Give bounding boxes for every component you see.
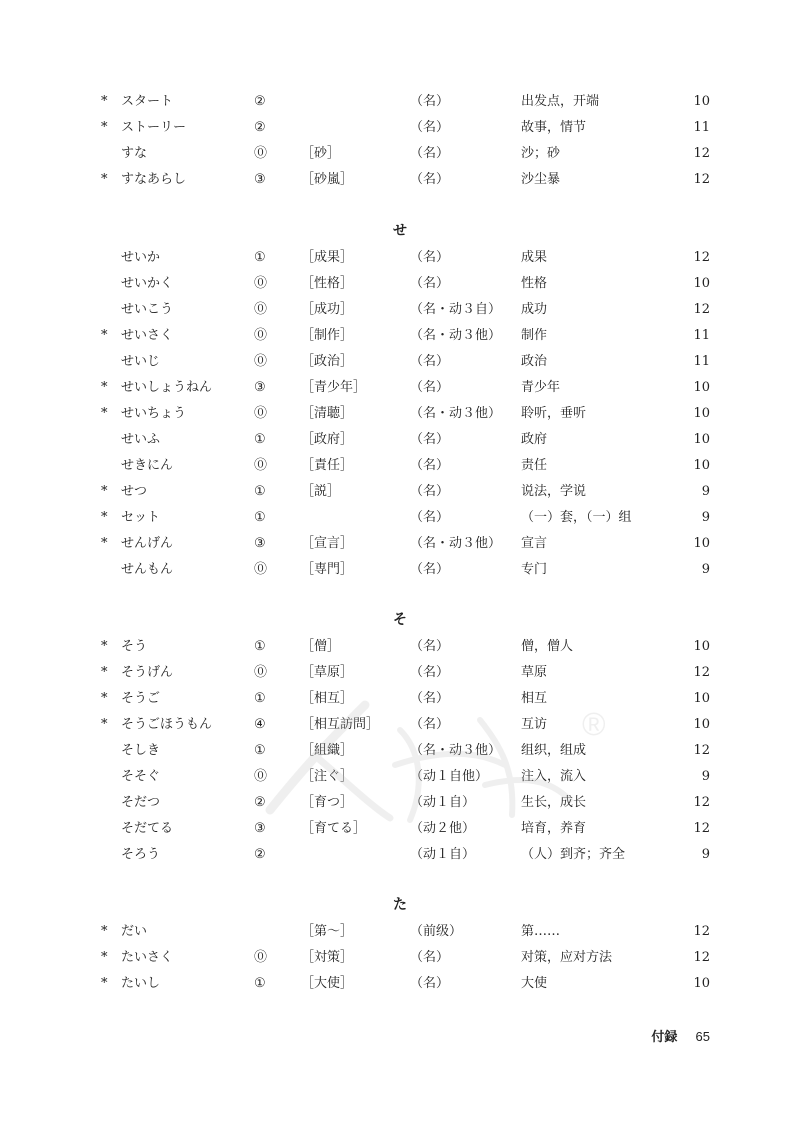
section-heading-so: そ [393, 612, 407, 628]
lesson-number: 10 [693, 976, 710, 991]
part-of-speech: （名） [410, 458, 450, 473]
accent-mark: ⓪ [254, 406, 268, 421]
vocab-entry [0, 557, 800, 583]
vocab-entry [0, 660, 800, 686]
meaning: 性格 [521, 276, 548, 291]
lesson-number: 10 [693, 717, 710, 732]
vocab-entry [0, 115, 800, 141]
vocab-entry [0, 634, 800, 660]
kanji-form: ［砂嵐］ [301, 172, 354, 187]
word-kana: そだてる [121, 821, 174, 836]
registered-mark: ® [582, 706, 606, 742]
star-marker: * [101, 172, 108, 187]
meaning: 沙尘暴 [521, 172, 561, 187]
section-heading-ta: た [393, 897, 407, 913]
kanji-form: ［僧］ [301, 639, 341, 654]
accent-mark: ⓪ [254, 562, 268, 577]
kanji-form: ［性格］ [301, 276, 354, 291]
vocab-entry [0, 401, 800, 427]
accent-mark: ③ [254, 536, 266, 551]
accent-mark: ③ [254, 380, 266, 395]
section-su [0, 89, 800, 193]
meaning: 沙；砂 [521, 146, 561, 161]
lesson-number: 10 [693, 406, 710, 421]
accent-mark: ⓪ [254, 665, 268, 680]
kanji-form: ［組織］ [301, 743, 354, 758]
lesson-number: 12 [693, 302, 710, 317]
lesson-number: 9 [701, 562, 710, 577]
lesson-number: 10 [693, 276, 710, 291]
accent-mark: ① [254, 484, 266, 499]
lesson-number: 11 [693, 120, 710, 135]
meaning: 政治 [521, 354, 548, 369]
part-of-speech: （名） [410, 484, 450, 499]
part-of-speech: （名） [410, 665, 450, 680]
kanji-form: ［責任］ [301, 458, 354, 473]
accent-mark: ⓪ [254, 276, 268, 291]
vocab-entry [0, 375, 800, 401]
part-of-speech: （名・动３他） [410, 406, 502, 421]
accent-mark: ④ [254, 717, 266, 732]
word-kana: せいちょう [121, 406, 187, 421]
vocab-entry [0, 505, 800, 531]
accent-mark: ① [254, 691, 266, 706]
lesson-number: 12 [693, 250, 710, 265]
section-ta [0, 919, 800, 997]
lesson-number: 12 [693, 743, 710, 758]
kanji-form: ［対策］ [301, 950, 354, 965]
word-kana: せんげん [121, 536, 174, 551]
meaning: 对策，应对方法 [521, 950, 613, 965]
part-of-speech: （名） [410, 510, 450, 525]
part-of-speech: （名・动３他） [410, 743, 502, 758]
meaning: 出发点，开端 [521, 94, 600, 109]
meaning: 责任 [521, 458, 548, 473]
part-of-speech: （名） [410, 691, 450, 706]
entry-list [0, 89, 800, 193]
footer-label: 付録 [651, 1030, 678, 1045]
star-marker: * [101, 691, 108, 706]
meaning: 青少年 [521, 380, 561, 395]
star-marker: * [101, 717, 108, 732]
accent-mark: ① [254, 976, 266, 991]
word-kana: せんもん [121, 562, 174, 577]
kanji-form: ［説］ [301, 484, 341, 499]
accent-mark: ⓪ [254, 769, 268, 784]
meaning: 说法，学说 [521, 484, 587, 499]
part-of-speech: （动２他） [410, 821, 476, 836]
lesson-number: 10 [693, 639, 710, 654]
lesson-number: 9 [701, 510, 710, 525]
word-kana: たいさく [121, 950, 174, 965]
accent-mark: ② [254, 795, 266, 810]
star-marker: * [101, 510, 108, 525]
kanji-form: ［第～］ [301, 924, 354, 939]
meaning: 成果 [521, 250, 548, 265]
meaning: （人）到齐；齐全 [521, 847, 626, 862]
kanji-form: ［相互訪問］ [301, 717, 380, 732]
word-kana: せつ [121, 484, 148, 499]
lesson-number: 10 [693, 432, 710, 447]
kanji-form: ［青少年］ [301, 380, 367, 395]
word-kana: せいふ [121, 432, 161, 447]
entry-list [0, 919, 800, 997]
kanji-form: ［相互］ [301, 691, 354, 706]
word-kana: せいしょうねん [121, 380, 213, 395]
accent-mark: ⓪ [254, 458, 268, 473]
vocab-entry [0, 531, 800, 557]
word-kana: そうご [121, 691, 161, 706]
kanji-form: ［育てる］ [301, 821, 367, 836]
part-of-speech: （动１自） [410, 847, 476, 862]
lesson-number: 12 [693, 146, 710, 161]
kanji-form: ［育つ］ [301, 795, 354, 810]
lesson-number: 10 [693, 94, 710, 109]
kanji-form: ［制作］ [301, 328, 354, 343]
meaning: 相互 [521, 691, 548, 706]
star-marker: * [101, 120, 108, 135]
part-of-speech: （名） [410, 432, 450, 447]
accent-mark: ② [254, 94, 266, 109]
kanji-form: ［政治］ [301, 354, 354, 369]
part-of-speech: （动１自） [410, 795, 476, 810]
meaning: 生长，成长 [521, 795, 587, 810]
word-kana: そだつ [121, 795, 161, 810]
vocab-entry [0, 919, 800, 945]
lesson-number: 9 [701, 769, 710, 784]
meaning: 培育，养育 [521, 821, 587, 836]
word-kana: せいか [121, 250, 161, 265]
meaning: 注入，流入 [521, 769, 587, 784]
kanji-form: ［成果］ [301, 250, 354, 265]
word-kana: そうごほうもん [121, 717, 213, 732]
page-number: 65 [695, 1029, 710, 1044]
star-marker: * [101, 484, 108, 499]
part-of-speech: （名） [410, 146, 450, 161]
entry-list [0, 245, 800, 583]
meaning: 互访 [521, 717, 548, 732]
accent-mark: ① [254, 639, 266, 654]
word-kana: スタート [121, 94, 174, 109]
vocab-entry [0, 427, 800, 453]
vocab-entry [0, 842, 800, 868]
word-kana: すなあらし [121, 172, 187, 187]
accent-mark: ① [254, 432, 266, 447]
kanji-form: ［成功］ [301, 302, 354, 317]
part-of-speech: （名） [410, 717, 450, 732]
accent-mark: ② [254, 120, 266, 135]
meaning: 大使 [521, 976, 548, 991]
lesson-number: 12 [693, 172, 710, 187]
section-se [0, 245, 800, 583]
lesson-number: 12 [693, 924, 710, 939]
meaning: 聆听，垂听 [521, 406, 587, 421]
page-footer [651, 1028, 710, 1047]
star-marker: * [101, 406, 108, 421]
vocab-entry [0, 297, 800, 323]
section-heading-se: せ [393, 223, 407, 239]
part-of-speech: （名） [410, 562, 450, 577]
accent-mark: ② [254, 847, 266, 862]
part-of-speech: （名・动３他） [410, 536, 502, 551]
meaning: 第…… [521, 924, 561, 939]
meaning: 政府 [521, 432, 548, 447]
kanji-form: ［注ぐ］ [301, 769, 354, 784]
word-kana: せいじ [121, 354, 161, 369]
lesson-number: 12 [693, 821, 710, 836]
vocab-entry [0, 245, 800, 271]
part-of-speech: （名） [410, 950, 450, 965]
accent-mark: ⓪ [254, 950, 268, 965]
part-of-speech: （名） [410, 94, 450, 109]
part-of-speech: （前级） [410, 924, 463, 939]
vocab-entry [0, 479, 800, 505]
word-kana: そそぐ [121, 769, 161, 784]
meaning: 故事，情节 [521, 120, 587, 135]
word-kana: そろう [121, 847, 161, 862]
kanji-form: ［宣言］ [301, 536, 354, 551]
part-of-speech: （名） [410, 976, 450, 991]
accent-mark: ③ [254, 172, 266, 187]
vocab-entry [0, 141, 800, 167]
lesson-number: 10 [693, 458, 710, 473]
lesson-number: 10 [693, 380, 710, 395]
star-marker: * [101, 639, 108, 654]
lesson-number: 11 [693, 354, 710, 369]
word-kana: そう [121, 639, 148, 654]
vocab-entry [0, 945, 800, 971]
word-kana: ストーリー [121, 120, 187, 135]
vocab-entry [0, 167, 800, 193]
word-kana: セット [121, 510, 161, 525]
part-of-speech: （动１自他） [410, 769, 489, 784]
accent-mark: ⓪ [254, 328, 268, 343]
star-marker: * [101, 665, 108, 680]
part-of-speech: （名） [410, 120, 450, 135]
star-marker: * [101, 950, 108, 965]
kanji-form: ［砂］ [301, 146, 341, 161]
lesson-number: 10 [693, 536, 710, 551]
word-kana: そうげん [121, 665, 174, 680]
star-marker: * [101, 94, 108, 109]
lesson-number: 12 [693, 950, 710, 965]
part-of-speech: （名） [410, 639, 450, 654]
part-of-speech: （名・动３自） [410, 302, 502, 317]
meaning: 成功 [521, 302, 548, 317]
accent-mark: ③ [254, 821, 266, 836]
accent-mark: ① [254, 743, 266, 758]
vocab-entry [0, 323, 800, 349]
accent-mark: ① [254, 250, 266, 265]
lesson-number: 12 [693, 795, 710, 810]
publisher-watermark [250, 690, 630, 840]
word-kana: たいし [121, 976, 161, 991]
vocab-entry [0, 971, 800, 997]
word-kana: すな [121, 146, 148, 161]
word-kana: せいこう [121, 302, 174, 317]
kanji-form: ［大使］ [301, 976, 354, 991]
part-of-speech: （名・动３他） [410, 328, 502, 343]
vocab-entry [0, 349, 800, 375]
star-marker: * [101, 924, 108, 939]
part-of-speech: （名） [410, 172, 450, 187]
kanji-form: ［政府］ [301, 432, 354, 447]
part-of-speech: （名） [410, 354, 450, 369]
accent-mark: ⓪ [254, 302, 268, 317]
kanji-form: ［清聴］ [301, 406, 354, 421]
meaning: 专门 [521, 562, 548, 577]
vocab-entry [0, 453, 800, 479]
accent-mark: ① [254, 510, 266, 525]
vocab-entry [0, 89, 800, 115]
lesson-number: 9 [701, 847, 710, 862]
lesson-number: 10 [693, 691, 710, 706]
meaning: 宣言 [521, 536, 548, 551]
word-kana: だい [121, 924, 148, 939]
star-marker: * [101, 380, 108, 395]
meaning: 草原 [521, 665, 548, 680]
meaning: 组织，组成 [521, 743, 587, 758]
lesson-number: 11 [693, 328, 710, 343]
word-kana: そしき [121, 743, 161, 758]
meaning: 制作 [521, 328, 548, 343]
accent-mark: ⓪ [254, 146, 268, 161]
star-marker: * [101, 328, 108, 343]
word-kana: せいさく [121, 328, 174, 343]
part-of-speech: （名） [410, 276, 450, 291]
kanji-form: ［草原］ [301, 665, 354, 680]
star-marker: * [101, 976, 108, 991]
star-marker: * [101, 536, 108, 551]
kanji-form: ［専門］ [301, 562, 354, 577]
meaning: 僧，僧人 [521, 639, 574, 654]
accent-mark: ⓪ [254, 354, 268, 369]
lesson-number: 9 [701, 484, 710, 499]
part-of-speech: （名） [410, 380, 450, 395]
vocab-entry [0, 271, 800, 297]
word-kana: せきにん [121, 458, 174, 473]
part-of-speech: （名） [410, 250, 450, 265]
word-kana: せいかく [121, 276, 174, 291]
lesson-number: 12 [693, 665, 710, 680]
meaning: （一）套，（一）组 [521, 510, 632, 525]
